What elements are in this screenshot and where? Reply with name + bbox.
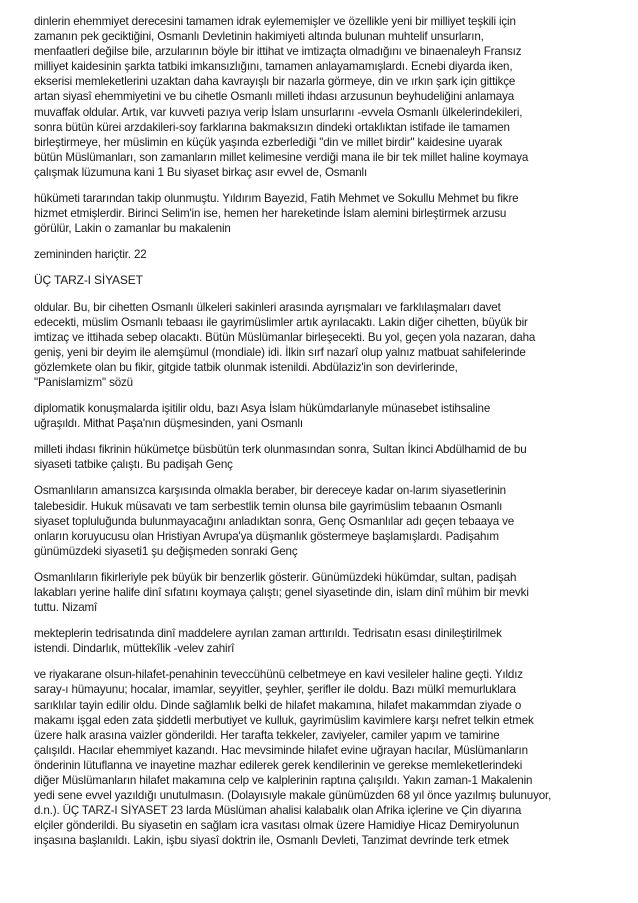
text-line: sonra bütün kürei arzdakileri-soy farklarına bakmaksızın dindeki ortaklıktan istifade ile tamamen: [34, 120, 510, 134]
text-line: sarıklılar tayin edilir oldu. Dinde sağlamlık belki de hilafet makamına, hilafet makammdan ziyade o: [34, 698, 522, 712]
text-line: imtizaç ve ittihada sebep olacaktı. Bütün Müslümanlar birleşecekti. Bu yol, geçen yola nazaran, daha: [34, 330, 536, 344]
body-paragraph: [34, 14, 604, 180]
text-line: tuttu. Nizamî: [34, 601, 98, 615]
text-line: d.n.). ÜÇ TARZ-I SİYASET 23 larda Müslüman ahalisi kalabalık olan Afrika içlerine ve Çin diyarına: [34, 804, 522, 818]
text-line: muvaffak oldular. Artık, var kuvveti pazıya verip İslam unsurlarını -evvela Osmanlı ülkelerindekileri,: [34, 105, 523, 119]
text-line: ve riyakarane olsun-hilafet-penahinin teveccühünü celbetmeye en kavi vesileler haline geçti. Yıldız: [34, 668, 523, 682]
text-line: birleştirmeye, her müslimin en küçük yaşında ezberlediği "din ve millet birdir" kaidesine uyarak: [34, 135, 503, 149]
text-line: ÜÇ TARZ-I SİYASET: [34, 273, 143, 288]
text-line: lakabları yerine halife dinî sıfatını koymaya çalıştı; genel siyasetinde din, islam dinî mühim bir mevki: [34, 586, 529, 599]
body-paragraph: [34, 483, 604, 558]
text-line: diğer Müslümanların hilafet makamına celp ve kalplerinin raptına çalışıldı. Yakın zaman-1 Makalenin: [34, 774, 533, 788]
body-paragraph: [34, 300, 604, 391]
text-line: milleti ihdası fikrinin hükümetçe büsbütün terk olunmasından sonra, Sultan İkinci Abdülhamid de bu: [34, 443, 527, 457]
text-line: saray-ı hümayunu; hocalar, imamlar, seyyitler, şeyhler, şerifler ile doldu. Bazı mülkî memurluklara: [34, 683, 516, 697]
text-line: siyaseti tatbike çalıştı. Bu padişah Genç: [34, 458, 233, 472]
text-line: Osmanlıların fikirleriyle pek büyük bir benzerlik gösterir. Günümüzdeki hükümdar, sultan, padişah: [34, 570, 517, 584]
text-line: menfaatleri değilse bile, arzularının böyle bir ittihat ve imtizaçta olmadığını ve binaenaleyh Fransız: [34, 45, 522, 59]
text-line: hizmet etmişlerdir. Birinci Selim'in ise, hemen her hareketinde İslam alemini birleştirmek arzusu: [34, 207, 507, 221]
body-paragraph: [34, 247, 604, 262]
text-line: artan siyasî ehemmiyetini ve bu cihetle Osmanlı milleti ihdası arzusunun beyhudeliğini anlamaya: [34, 90, 515, 104]
text-line: onların koruyucusu olan Hristiyan Avrupa'ya düşmanlık göstermeye başlamışlardı. Padişahım: [34, 529, 499, 543]
text-line: zemininden hariçtir. 22: [34, 248, 147, 262]
body-paragraph: [34, 401, 604, 431]
text-line: üzere halk arasına vaizler gönderildi. Her tarafta tekkeler, zaviyeler, camiler yapım ve tamirine: [34, 728, 500, 742]
text-line: bütün Müslümanları, son zamanların millet kelimesine verdiği mana ile bir tek millet haline koymaya: [34, 150, 529, 164]
text-line: mekteplerin tedrisatında dinî maddelere ayrılan zaman arttırıldı. Tedrisatın esası dinileştirilmek: [34, 627, 502, 641]
body-paragraph: [34, 626, 604, 656]
text-line: Osmanlıların amansızca karşısında olmakla beraber, bir dereceye kadar on-larım siyasetlerinin: [34, 484, 506, 498]
text-line: edecekti, müslim Osmanlı tebaası ile gayrimüslimler artık ayrılacaktı. Lakin diğer cihetten, büyük bir: [34, 315, 528, 329]
text-line: uğraşıldı. Mithat Paşa'nın düşmesinden, yani Osmanlı: [34, 417, 303, 431]
text-line: "Panislamizm" sözü: [34, 375, 133, 389]
body-paragraph: [34, 570, 604, 615]
text-line: ekserisi memleketlerini uzaktan daha kavrayışlı bir nazarla görmeye, din ve ırkın şark için gittikçe: [34, 75, 516, 89]
text-line: gözlemkete olan bu fikir, gitgide tatbik olunmak istenildi. Abdülaziz'in son devirlerinde,: [34, 360, 458, 374]
text-line: elçiler gönderildi. Bu siyasetin en sağlam icra vasıtası olmak üzere Hamidiye Hicaz Demiryolunun: [34, 819, 519, 833]
text-line: siyaset topluluğunda bulunmayacağını anladıktan sonra, Genç Osmanlılar adı geçen tebaaya ve: [34, 514, 515, 528]
text-line: talebesidir. Hukuk müsavatı ve tam serbestlik temin olunsa bile gayrimüslim tebaanın Osmanlı: [34, 499, 503, 513]
text-line: çalışıldı. Hacılar ehemmiyet kazandı. Hac mevsiminde hilafet evine uğrayan hacılar, Müslümanların: [34, 743, 528, 757]
text-line: yedi sene evvel yazıldığı unutulmasın. (Dolayısıyle makale günümüzden 68 yıl önce yazılmış bulunuyor,: [34, 789, 552, 803]
body-paragraph: [34, 667, 604, 848]
text-line: geniş, yeni bir deyim ile alemşümul (mondiale) idi. İlkin sırf nazarî olup yalnız matbuat sahifelerinde: [34, 345, 526, 359]
text-line: inşasına başlanıldı. Lakin, işbu siyasî doktrin ile, Osmanlı Devleti, Tanzimat devrinde terk etmek: [34, 834, 509, 848]
text-line: hükümeti tararından takip olunmuştu. Yıldırım Bayezid, Fatih Mehmet ve Sokullu Mehmet bu fikre: [34, 192, 519, 206]
text-line: diplomatik konuşmalarda işitilir oldu, bazı Asya İslam hükümdarlanyle münasebet istihsaline: [34, 402, 491, 416]
body-paragraph: [34, 191, 604, 236]
text-line: milliyet kaidesinin şarkta tatbiki imkansızlığını, tamamen anlayamamışlardı. Ecnebi diyarda iken,: [34, 60, 513, 74]
section-heading: [34, 273, 604, 288]
text-line: istendi. Dindarlık, müttekîlik -velev zahirî: [34, 642, 235, 656]
text-line: günümüzdeki siyaseti1 şu değişmeden sonraki Genç: [34, 544, 298, 558]
text-line: dinlerin ehemmiyet derecesini tamamen idrak eylememişler ve özellikle yeni bir milliyet teşkili için: [34, 15, 516, 28]
text-line: zamanın pek geciktiğini, Osmanlı Devletinin hakimiyeti altında bulunan muhtelif unsurların,: [34, 30, 484, 44]
text-line: oldular. Bu, bir cihetten Osmanlı ülkeleri sakinleri arasında ayrışmaları ve farklılaşmaları davet: [34, 300, 501, 314]
body-paragraph: [34, 442, 604, 472]
text-line: önderinin lütuflanna ve inayetine mazhar edilerek gerek kendilerinin ve gerekse memleketlerindeki: [34, 758, 523, 772]
text-line: makamı işgal eden zata şiddetli merbutiyet ve kulluk, gayrimüslim kavimlere karşı nefret telkin etmek: [34, 713, 534, 727]
text-line: görülür, Lakin o zamanlar bu makalenin: [34, 222, 231, 236]
text-line: çalışmak lüzumuna kani 1 Bu siyaset birkaç asır evvel de, Osmanlı: [34, 165, 368, 179]
